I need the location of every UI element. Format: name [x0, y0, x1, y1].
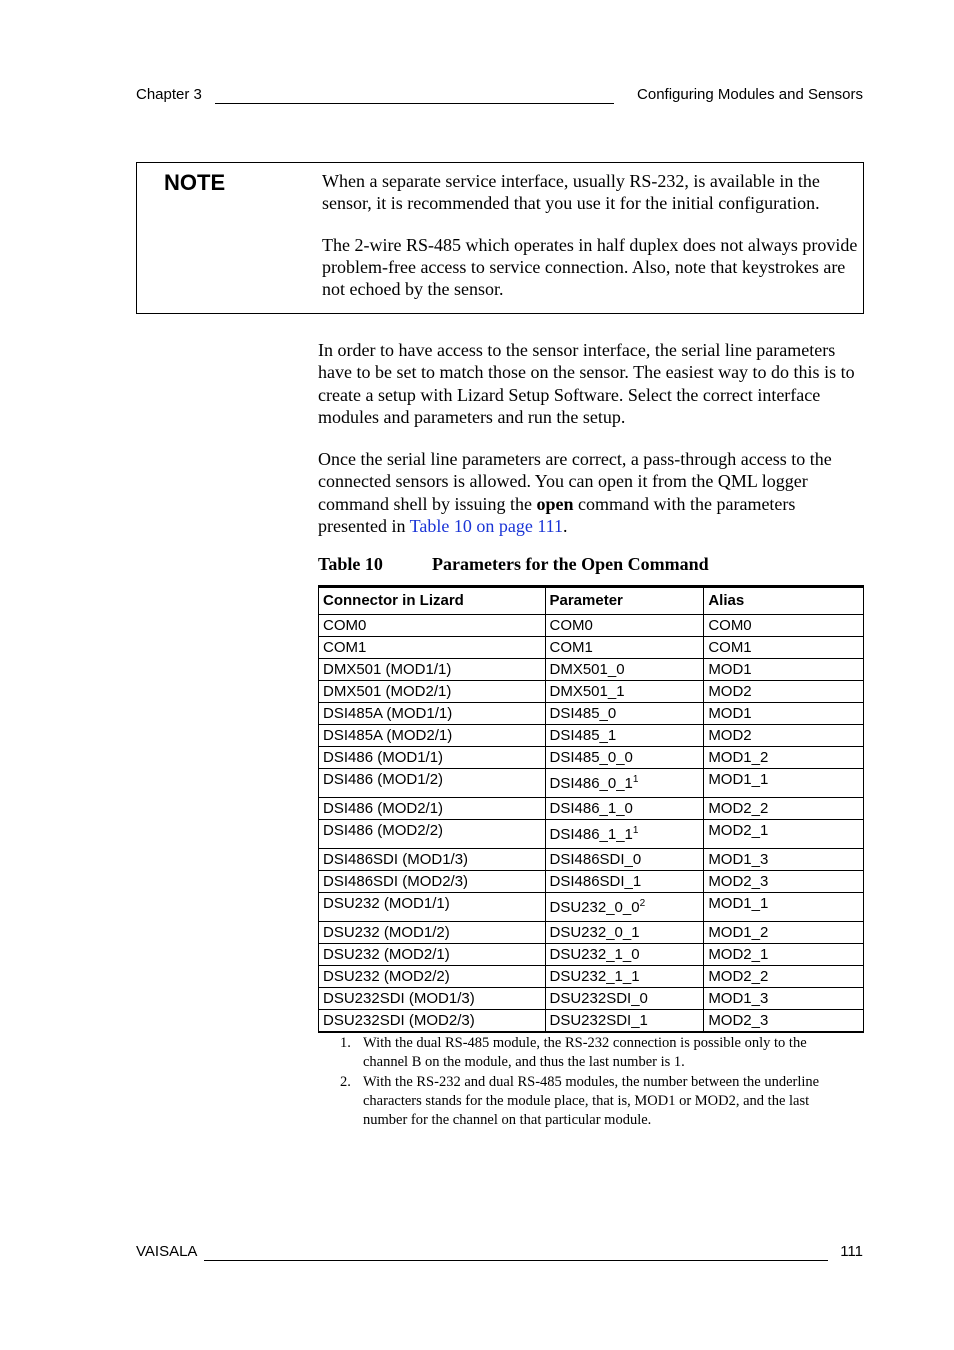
cell-text: DSI485_1 — [549, 727, 617, 744]
cell-text: DSI486 (MOD2/2) — [323, 822, 444, 839]
table-cell — [319, 988, 546, 1010]
cell-text: DSU232_0_0 — [549, 899, 640, 916]
cell-text: DSU232SDI_0 — [549, 990, 648, 1007]
cell-text: DSI486 (MOD1/2) — [323, 771, 444, 788]
note-paragraph: When a separate service interface, usually RS-232, is available in the sensor, it is recommended that you use it for the initial configuration. — [322, 171, 820, 214]
table-cell — [545, 893, 704, 922]
table-cell — [319, 893, 546, 922]
table-title: Parameters for the Open Command — [432, 554, 709, 574]
table-cell — [704, 849, 864, 871]
cell-text: DSU232 (MOD2/2) — [323, 968, 450, 985]
cell-text: COM1 — [323, 639, 367, 656]
cell-text: DSU232_1_0 — [549, 946, 640, 963]
table-cell — [319, 922, 546, 944]
table-row — [319, 703, 864, 725]
table-cell — [545, 849, 704, 871]
cell-text: DSU232 (MOD1/2) — [323, 924, 450, 941]
cell-text: DSI486 (MOD1/1) — [323, 749, 444, 766]
header-rule — [215, 88, 614, 104]
table-cell — [545, 637, 704, 659]
footnote-text: With the dual RS-485 module, the RS-232 connection is possible only to the channel B on the module, and thus the last number is 1. — [363, 1035, 807, 1071]
table-cell — [319, 798, 546, 820]
body-paragraph-2 — [318, 448, 864, 537]
table-cell — [704, 798, 864, 820]
cell-text: MOD1_3 — [708, 990, 769, 1007]
cell-text: DSI486 (MOD2/1) — [323, 800, 444, 817]
text-run: Once the serial line parameters are correct, a pass-through access to the connected sensors is allowed. You can open it from the QML logger command shell by issuing the — [318, 449, 832, 514]
table-cell — [319, 659, 546, 681]
cell-text: MOD2 — [708, 727, 752, 744]
cell-text: DSI486_0_1 — [549, 775, 633, 792]
table-cell — [319, 637, 546, 659]
company-name: VAISALA — [136, 1243, 198, 1260]
table-row — [319, 747, 864, 769]
cell-text: DSI486_1_0 — [549, 800, 633, 817]
cell-text: DMX501 (MOD1/1) — [323, 661, 452, 678]
table-cell — [319, 1010, 546, 1033]
table-cell — [704, 659, 864, 681]
cell-text: DSI485_0 — [549, 705, 617, 722]
section-title: Configuring Modules and Sensors — [637, 86, 863, 103]
table-row — [319, 893, 864, 922]
cell-text: MOD2_3 — [708, 1012, 769, 1029]
table-cell — [319, 820, 546, 849]
text-run: command with the parameters presented in — [318, 493, 796, 536]
table-row — [319, 966, 864, 988]
note-label: NOTE — [164, 170, 226, 195]
cell-text: DMX501_1 — [549, 683, 625, 700]
cell-text: DSI485A (MOD2/1) — [323, 727, 453, 744]
table-cross-reference-link[interactable]: Table 10 on page 111 — [409, 515, 564, 536]
cell-text: DSI485_0_0 — [549, 749, 633, 766]
table-row — [319, 1010, 864, 1033]
footnote — [340, 1073, 844, 1131]
table-cell — [545, 747, 704, 769]
footnote-reference: 1 — [632, 774, 639, 785]
cell-text: DSI486SDI_1 — [549, 873, 642, 890]
table-row — [319, 725, 864, 747]
table-row — [319, 659, 864, 681]
table-cell — [704, 893, 864, 922]
paragraph-text — [318, 448, 864, 537]
cell-text: DSI486SDI (MOD1/3) — [323, 851, 469, 868]
footnote-reference: 2 — [639, 898, 646, 909]
table-row — [319, 769, 864, 798]
cell-text: MOD2_1 — [708, 822, 769, 839]
table-body — [319, 615, 864, 1033]
cell-text: MOD1_1 — [708, 895, 769, 912]
table-cell — [704, 944, 864, 966]
table-cell — [704, 703, 864, 725]
cell-text: DSI486SDI (MOD2/3) — [323, 873, 469, 890]
table-cell — [545, 922, 704, 944]
table-header-row — [319, 587, 864, 615]
table-cell — [545, 769, 704, 798]
cell-text: MOD1_2 — [708, 924, 769, 941]
table-cell — [319, 615, 546, 637]
cell-text: MOD2_2 — [708, 800, 769, 817]
footnote-number: 2. — [340, 1073, 351, 1090]
cell-text: COM0 — [549, 617, 593, 634]
table-cell — [704, 681, 864, 703]
table-cell — [319, 944, 546, 966]
cell-text: MOD1 — [708, 661, 752, 678]
cell-text: DMX501 (MOD2/1) — [323, 683, 452, 700]
table-cell — [704, 615, 864, 637]
table-footnotes — [340, 1034, 844, 1130]
table-cell — [545, 966, 704, 988]
note-box — [136, 162, 864, 314]
cell-text: MOD1_2 — [708, 749, 769, 766]
paragraph-text: In order to have access to the sensor interface, the serial line parameters have to be set to match those on the sensor. The easiest way to do this is to create a setup with Lizard Setup Software. Select the correct interface modules and parameters and run the setup. — [318, 340, 855, 427]
table-cell — [319, 769, 546, 798]
cell-text: COM1 — [549, 639, 593, 656]
cell-text: MOD1_3 — [708, 851, 769, 868]
table-row — [319, 637, 864, 659]
table-cell — [704, 966, 864, 988]
table-cell — [704, 725, 864, 747]
text-run: . — [563, 515, 568, 536]
table-cell — [704, 769, 864, 798]
table-cell — [704, 988, 864, 1010]
table-row — [319, 798, 864, 820]
table-cell — [545, 725, 704, 747]
table-cell — [545, 703, 704, 725]
page-number: 111 — [840, 1243, 863, 1260]
table-cell — [704, 922, 864, 944]
command-name: open — [536, 493, 574, 514]
cell-text: MOD1_1 — [708, 771, 769, 788]
chapter-label: Chapter 3 — [136, 86, 202, 103]
table-cell — [319, 681, 546, 703]
table-row — [319, 871, 864, 893]
table-cell — [545, 659, 704, 681]
table-cell — [545, 988, 704, 1010]
cell-text: MOD2_3 — [708, 873, 769, 890]
cell-text: DSU232SDI (MOD2/3) — [323, 1012, 475, 1029]
body-paragraph-1 — [318, 339, 864, 428]
table-row — [319, 944, 864, 966]
footnote-text: With the RS-232 and dual RS-485 modules, the number between the underline characters stands for the module place, that is, MOD1 or MOD2, and the last number for the channel on that particular module. — [363, 1073, 820, 1129]
table-cell — [704, 871, 864, 893]
table-cell — [704, 1010, 864, 1033]
column-header: Parameter — [545, 587, 704, 615]
table-cell — [319, 871, 546, 893]
footer-rule — [204, 1245, 828, 1261]
table-cell — [545, 615, 704, 637]
cell-text: MOD2_2 — [708, 968, 769, 985]
table-cell — [545, 944, 704, 966]
table-caption — [318, 554, 709, 575]
note-text — [322, 170, 860, 319]
cell-text: DSU232_0_1 — [549, 924, 640, 941]
footnote-reference: 1 — [632, 825, 639, 836]
table-number: Table 10 — [318, 554, 383, 574]
cell-text: DSU232 (MOD1/1) — [323, 895, 450, 912]
table-cell — [704, 747, 864, 769]
cell-text: DSU232SDI_1 — [549, 1012, 648, 1029]
cell-text: DSI486SDI_0 — [549, 851, 642, 868]
table-cell — [545, 798, 704, 820]
footnote-number: 1. — [340, 1035, 351, 1051]
table-cell — [319, 966, 546, 988]
table-row — [319, 988, 864, 1010]
cell-text: DSU232 (MOD2/1) — [323, 946, 450, 963]
table-cell — [545, 820, 704, 849]
cell-text: DSU232_1_1 — [549, 968, 640, 985]
column-header: Connector in Lizard — [319, 587, 546, 615]
table-cell — [319, 747, 546, 769]
table-cell — [319, 849, 546, 871]
footnote — [340, 1034, 844, 1073]
table-cell — [545, 1010, 704, 1033]
cell-text: MOD2 — [708, 683, 752, 700]
table-cell — [704, 637, 864, 659]
cell-text: MOD2_1 — [708, 946, 769, 963]
cell-text: DSI485A (MOD1/1) — [323, 705, 453, 722]
cell-text: DSI486_1_1 — [549, 826, 633, 843]
cell-text: DMX501_0 — [549, 661, 625, 678]
cell-text: COM0 — [708, 617, 752, 634]
table-cell — [545, 871, 704, 893]
table-cell — [319, 725, 546, 747]
table-cell — [545, 681, 704, 703]
table-row — [319, 922, 864, 944]
table-cell — [704, 820, 864, 849]
table-row — [319, 615, 864, 637]
cell-text: COM1 — [708, 639, 752, 656]
note-paragraph: The 2-wire RS-485 which operates in half duplex does not always provide problem-free access to service connection. Also, note that keystrokes are not echoed by the sensor. — [322, 234, 858, 300]
cell-text: DSU232SDI (MOD1/3) — [323, 990, 475, 1007]
table-row — [319, 820, 864, 849]
column-header: Alias — [704, 587, 864, 615]
table-row — [319, 849, 864, 871]
parameters-table — [318, 585, 864, 1033]
table-cell — [319, 703, 546, 725]
cell-text: COM0 — [323, 617, 367, 634]
table-row — [319, 681, 864, 703]
cell-text: MOD1 — [708, 705, 752, 722]
